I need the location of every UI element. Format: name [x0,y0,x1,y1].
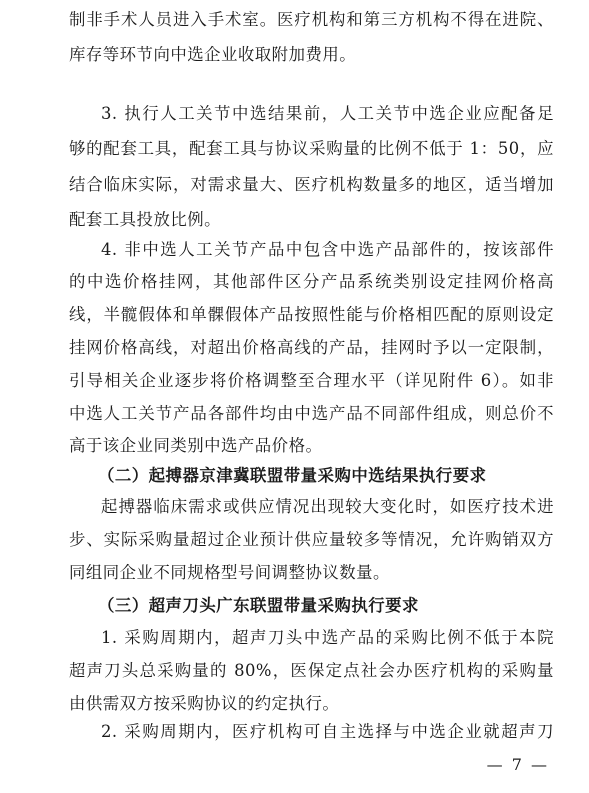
paragraph-line: 起搏器临床需求或供应情况出现较大变化时，如医疗技术进 [101,497,554,516]
paragraph-line: 3. 执行人工关节中选结果前，人工关节中选企业应配备足 [101,104,554,123]
paragraph-line: 够的配套工具，配套工具与协议采购量的比例不低于 1：50，应 [69,139,554,158]
paragraph-line: 线，半髋假体和单髁假体产品按照性能与价格相匹配的原则设定 [69,305,554,324]
paragraph-line: 库存等环节向中选企业收取附加费用。 [69,45,357,64]
paragraph-line: 由供需双方按采购协议的约定执行。 [69,694,340,713]
paragraph-line: 配套工具投放比例。 [69,210,222,229]
section-heading: （二）起搏器京津冀联盟带量采购中选结果执行要求 [98,466,487,485]
paragraph-line: 的中选价格挂网，其他部件区分产品系统类别设定挂网价格高 [69,272,554,291]
paragraph-line: 高于该企业同类别中选产品价格。 [69,436,323,455]
paragraph-line: 4. 非中选人工关节产品中包含中选产品部件的，按该部件 [101,240,554,259]
paragraph-line: 超声刀头总采购量的 80%，医保定点社会办医疗机构的采购量 [69,661,554,680]
paragraph-line: 挂网价格高线，对超出价格高线的产品，挂网时予以一定限制， [69,338,554,357]
paragraph-line: 1. 采购周期内，超声刀头中选产品的采购比例不低于本院 [101,628,554,647]
section-heading: （三）超声刀头广东联盟带量采购执行要求 [98,596,419,615]
paragraph-line: 结合临床实际，对需求量大、医疗机构数量多的地区，适当增加 [69,175,554,194]
paragraph-line: 中选人工关节产品各部件均由中选产品不同部件组成，则总价不 [69,404,554,423]
paragraph-line: 2. 采购周期内，医疗机构可自主选择与中选企业就超声刀 [101,722,554,741]
paragraph-line: 引导相关企业逐步将价格调整至合理水平（详见附件 6）。如非 [69,371,554,390]
paragraph-line: 步、实际采购量超过企业预计供应量较多等情况，允许购销双方 [69,530,554,549]
paragraph-line: 制非手术人员进入手术室。医疗机构和第三方机构不得在进院、 [69,10,554,29]
paragraph-line: 同组同企业不同规格型号间调整协议数量。 [69,563,390,582]
page-number: — 7 — [486,755,549,774]
